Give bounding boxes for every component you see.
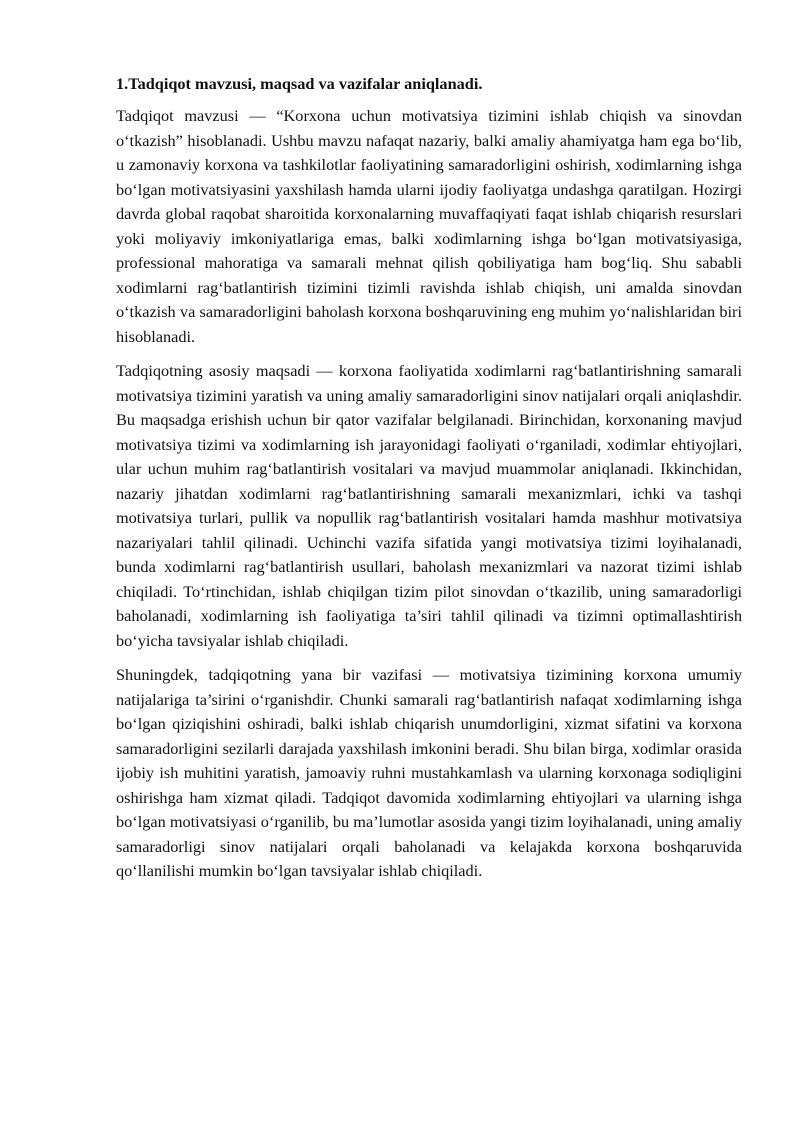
paragraph-tasks: Shuningdek, tadqiqotning yana bir vazifasi — motivatsiya tizimining korxona umumiy natijalariga ta’sirini o‘rganishdir. Chunki samarali rag‘batlantirish nafaqat xodimlarning ishga bo‘lgan qiziqishini oshiradi, balki ishlab chiqarish unumdorligini, xizmat sifatini va korxona samaradorligini sezilarli darajada yaxshilash imkonini beradi. Shu bilan birga, xodimlar orasida ijobiy ish muhitini yaratish, jamoaviy ruhni mustahkamlash va ularning korxonaga sodiqligini oshirishga ham xizmat qiladi. Tadqiqot davomida xodimlarning ehtiyojlari va ularning ishga bo‘lgan motivatsiyasi o‘rganilib, bu ma’lumotlar asosida yangi tizim loyihalanadi, uning amaliy samaradorligi sinov natijalari orqali baholanadi va kelajakda korxona boshqaruvida qo‘llanilishi mumkin bo‘lgan tavsiyalar ishlab chiqiladi. [116,665,742,880]
paragraph-topic: Tadqiqot mavzusi — “Korxona uchun motivatsiya tizimini ishlab chiqish va sinovdan o‘tkazish” hisoblanadi. Ushbu mavzu nafaqat nazariy, balki amaliy ahamiyatga ham ega bo‘lib, u zamonaviy korxona va tashkilotlar faoliyatining samaradorligini oshirish, xodimlarning ishga bo‘lgan motivatsiyasini yaxshilash hamda ularni ijodiy faoliyatga undashga qaratilgan. Hozirgi davrda global raqobat sharoitida korxonalarning muvaffaqiyati faqat ishlab chiqarish resurslari yoki moliyaviy imkoniyatlariga emas, balki xodimlarning ishga bo‘lgan motivatsiyasiga, professional mahoratiga va samarali mehnat qilish qobiliyatiga ham bog‘liq. Shu sababli xodimlarni rag‘batlantirish tizimini tizimli ravishda ishlab chiqish, uni amalda sinovdan o‘tkazish va samaradorligini baholash korxona boshqaruvining eng muhim yo‘nalishlaridan biri hisoblanadi. [116,106,742,346]
paragraph-goal: Tadqiqotning asosiy maqsadi — korxona faoliyatida xodimlarni rag‘batlantirishning samarali motivatsiya tizimini yaratish va uning amaliy samaradorligini sinov natijalari orqali aniqlashdir. Bu maqsadga erishish uchun bir qator vazifalar belgilanadi. Birinchidan, korxonaning mavjud motivatsiya tizimi va xodimlarning ish jarayonidagi faoliyati o‘rganiladi, xodimlar ehtiyojlari, ular uchun muhim rag‘batlantirish vositalari va mavjud muammolar aniqlanadi. Ikkinchidan, nazariy jihatdan xodimlarni rag‘batlantirishning samarali mexanizmlari, ichki va tashqi motivatsiya turlari, pullik va nopullik rag‘batlantirish vositalari hamda mashhur motivatsiya nazariyalari tahlil qilinadi. Uchinchi vazifa sifatida yangi motivatsiya tizimi loyihalanadi, bunda xodimlarni rag‘batlantirish usullari, baholash mexanizmlari va nazorat tizimi ishlab chiqiladi. To‘rtinchidan, ishlab chiqilgan tizim pilot sinovdan o‘tkazilib, uning samaradorligi baholanadi, xodimlarning ish faoliyatiga ta’siri tahlil qilinadi va tizimni optimallashtirish bo‘yicha tavsiyalar ishlab chiqiladi. [116,361,742,650]
document-page [116,72,742,894]
section-heading: 1.Tadqiqot mavzusi, maqsad va vazifalar aniqlanadi. [116,74,483,93]
